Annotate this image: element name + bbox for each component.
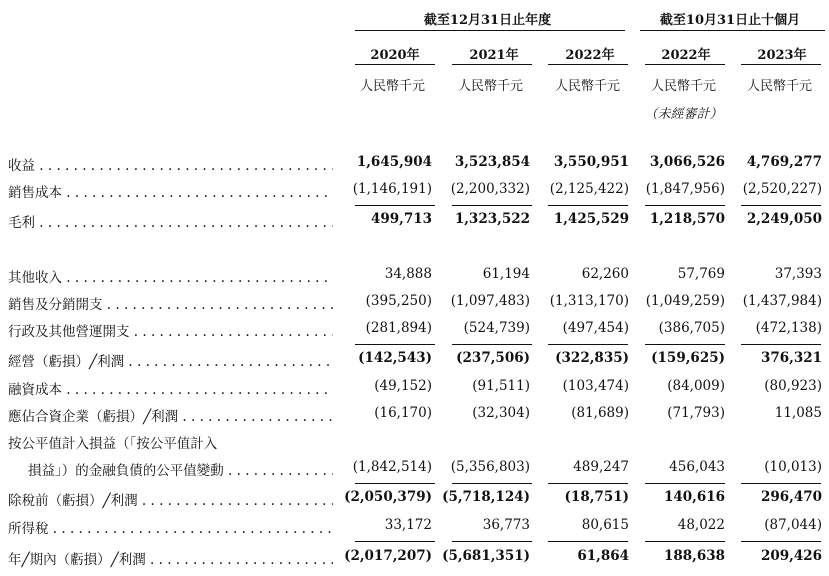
year-rule-4	[645, 64, 725, 65]
cell-2021: 61,194	[482, 266, 530, 282]
cell-2022-10m: 140,616	[663, 489, 725, 505]
cell-2023-10m: 376,321	[760, 350, 822, 366]
cell-2020: (16,170)	[374, 405, 432, 421]
row-finance-costs	[0, 378, 829, 400]
cell-2023-10m: 37,393	[774, 266, 822, 282]
cell-2021: (91,511)	[472, 378, 530, 394]
cell-2023-10m: (1,437,984)	[742, 293, 822, 309]
cell-2023-10m: 2,249,050	[746, 211, 822, 227]
cell-2020: (2,050,379)	[344, 489, 432, 505]
row-admin-expenses	[0, 320, 829, 342]
year-rule-5	[741, 64, 821, 65]
row-label: 經營（虧損）╱利潤 . . .	[8, 350, 333, 370]
subtotal-rule	[355, 344, 435, 345]
row-label: 按公平值計入損益（「按公平值計入	[8, 436, 218, 452]
row-label: 應佔合資企業（虧損）╱利潤 . . .	[8, 405, 333, 425]
cell-2022: 61,864	[577, 548, 629, 564]
cell-2021: 36,773	[482, 517, 530, 533]
cell-2022: (81,689)	[571, 405, 629, 421]
row-loss-before-tax	[0, 489, 829, 511]
row-label: 行政及其他營運開支 . . .	[8, 320, 333, 340]
cell-2022: 489,247	[573, 459, 629, 475]
year-rule-1	[355, 64, 435, 65]
row-gross-profit	[0, 211, 829, 233]
subtotal-rule	[741, 483, 821, 484]
subtotal-rule	[548, 344, 628, 345]
cell-2022: 80,615	[581, 517, 629, 533]
cell-2023-10m: (472,138)	[755, 320, 822, 336]
cell-2020: 34,888	[384, 266, 432, 282]
cell-2023-10m: (2,520,227)	[742, 181, 822, 197]
cell-2020: (49,152)	[374, 378, 432, 394]
subtotal-rule	[452, 205, 532, 206]
row-revenue	[0, 154, 829, 176]
row-other-income	[0, 266, 829, 288]
unaudited-note: （未經審計）	[644, 107, 723, 122]
cell-2021: (32,304)	[472, 405, 530, 421]
cell-2020: (2,017,207)	[344, 548, 432, 564]
header-group-ten-months: 截至10月31日止十個月	[659, 13, 801, 28]
unit-2021: 人民幣千元	[457, 79, 523, 94]
row-share-of-joint-ventures	[0, 405, 829, 427]
cell-2023-10m: 4,769,277	[746, 154, 822, 170]
subtotal-rule	[645, 205, 725, 206]
cell-2022-10m: 188,638	[663, 548, 725, 564]
year-2022: 2022年	[565, 48, 615, 63]
cell-2022-10m: 57,769	[677, 266, 725, 282]
cell-2020: (395,250)	[365, 293, 432, 309]
subtotal-rule	[741, 205, 821, 206]
row-label: 銷售成本 . . .	[8, 181, 333, 201]
row-label: 毛利 . . .	[8, 211, 333, 231]
cell-2020: (1,146,191)	[352, 181, 432, 197]
cell-2020: 33,172	[384, 517, 432, 533]
unit-2022: 人民幣千元	[554, 79, 620, 94]
row-label: 除稅前（虧損）╱利潤 . . .	[8, 489, 333, 509]
unit-2022-ten-months: 人民幣千元	[650, 79, 716, 94]
cell-2022-10m: (386,705)	[658, 320, 725, 336]
subtotal-rule	[355, 205, 435, 206]
cell-2022: (18,751)	[564, 489, 629, 505]
cell-2021: (1,097,483)	[450, 293, 530, 309]
cell-2023-10m: (87,044)	[764, 517, 822, 533]
subtotal-rule	[452, 344, 532, 345]
cell-2022: (1,313,170)	[549, 293, 629, 309]
subtotal-rule	[355, 483, 435, 484]
subtotal-rule	[741, 541, 821, 542]
row-fvtpl-fair-value-change	[0, 459, 829, 481]
year-2020: 2020年	[370, 48, 420, 63]
row-label: 損益」）的金融負債的公平值變動 . . .	[28, 459, 333, 479]
subtotal-rule	[645, 344, 725, 345]
subtotal-rule	[548, 483, 628, 484]
subtotal-rule	[452, 541, 532, 542]
subtotal-rule	[645, 483, 725, 484]
cell-2022: (497,454)	[562, 320, 629, 336]
cell-2021: (5,356,803)	[450, 459, 530, 475]
subtotal-rule	[548, 541, 628, 542]
cell-2020: (281,894)	[365, 320, 432, 336]
cell-2021: (237,506)	[456, 350, 530, 366]
header-rule-right	[640, 30, 825, 31]
header-group-years: 截至12月31日止年度	[423, 13, 552, 28]
cell-2021: 1,323,522	[454, 211, 530, 227]
cell-2022-10m: (1,049,259)	[645, 293, 725, 309]
row-period-profit	[0, 548, 829, 570]
year-rule-2	[452, 64, 532, 65]
cell-2021: 3,523,854	[454, 154, 530, 170]
unit-2020: 人民幣千元	[359, 79, 425, 94]
row-label: 所得稅 . . .	[8, 517, 333, 537]
cell-2022-10m: 48,022	[677, 517, 725, 533]
cell-2021: (2,200,332)	[450, 181, 530, 197]
year-2022-ten-months: 2022年	[661, 48, 711, 63]
row-cost-of-sales	[0, 181, 829, 203]
subtotal-rule	[548, 205, 628, 206]
year-rule-3	[548, 64, 628, 65]
row-label: 融資成本 . . .	[8, 378, 333, 398]
cell-2021: (5,681,351)	[442, 548, 530, 564]
cell-2022: 3,550,951	[553, 154, 629, 170]
cell-2022: 1,425,529	[553, 211, 629, 227]
cell-2020: (1,842,514)	[352, 459, 432, 475]
cell-2021: (5,718,124)	[442, 489, 530, 505]
subtotal-rule	[645, 541, 725, 542]
row-income-tax	[0, 517, 829, 539]
cell-2023-10m: (80,923)	[764, 378, 822, 394]
row-label: 年╱期內（虧損）╱利潤 . . .	[8, 548, 333, 568]
year-2023-ten-months: 2023年	[757, 48, 807, 63]
cell-2022-10m: 1,218,570	[649, 211, 725, 227]
cell-2023-10m: 296,470	[760, 489, 822, 505]
cell-2023-10m: (10,013)	[764, 459, 822, 475]
cell-2020: (142,543)	[358, 350, 432, 366]
row-label: 銷售及分銷開支 . . .	[8, 293, 333, 313]
cell-2020: 1,645,904	[356, 154, 432, 170]
cell-2023-10m: 11,085	[774, 405, 822, 421]
cell-2022: (322,835)	[555, 350, 629, 366]
subtotal-rule	[741, 344, 821, 345]
subtotal-rule	[452, 483, 532, 484]
cell-2022-10m: (84,009)	[667, 378, 725, 394]
year-2021: 2021年	[469, 48, 519, 63]
cell-2022-10m: (71,793)	[667, 405, 725, 421]
cell-2023-10m: 209,426	[760, 548, 822, 564]
cell-2020: 499,713	[370, 211, 432, 227]
row-fvtpl-label-line1	[0, 432, 829, 454]
cell-2022-10m: (1,847,956)	[645, 181, 725, 197]
cell-2022-10m: (159,625)	[651, 350, 725, 366]
cell-2021: (524,739)	[463, 320, 530, 336]
cell-2022-10m: 3,066,526	[649, 154, 725, 170]
row-label: 收益 . . .	[8, 154, 333, 174]
unit-2023-ten-months: 人民幣千元	[746, 79, 812, 94]
row-selling-expenses	[0, 293, 829, 315]
cell-2022: (103,474)	[562, 378, 629, 394]
header-rule-left	[355, 30, 625, 31]
row-label: 其他收入 . . .	[8, 266, 333, 286]
row-operating-profit	[0, 350, 829, 372]
cell-2022-10m: 456,043	[669, 459, 725, 475]
cell-2022: (2,125,422)	[549, 181, 629, 197]
subtotal-rule	[355, 541, 435, 542]
cell-2022: 62,260	[581, 266, 629, 282]
